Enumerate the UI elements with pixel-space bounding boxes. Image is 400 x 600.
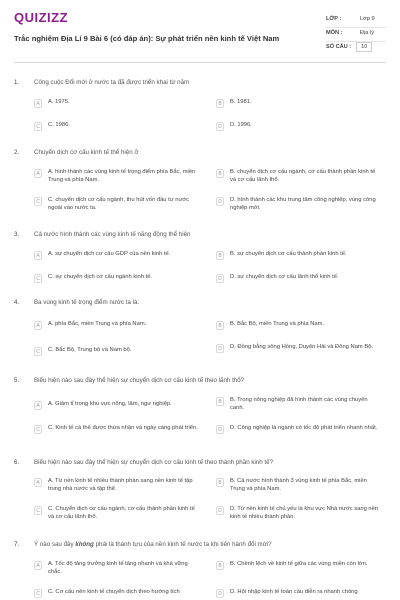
option-letter-badge: C — [34, 274, 42, 283]
option-letter-badge: A — [34, 478, 42, 487]
option-letter-badge: B — [216, 251, 224, 260]
option-text: A. sự chuyển dịch cơ cấu GDP của nền kinh tế. — [48, 251, 171, 257]
option-text: D. Hội nhập kinh tế toàn cầu diễn ra nhanh chóng — [230, 589, 358, 595]
meta-label-lop: LỚP : — [326, 16, 342, 22]
question-text: Chuyển dịch cơ cấu kinh tế thể hiện ở — [34, 149, 139, 156]
option-text: C. 1986. — [48, 122, 70, 128]
header-divider — [14, 62, 386, 63]
option-text: B. sự chuyển dịch cơ cấu thành phần kinh tế. — [230, 251, 347, 257]
question-text: Cả nước hình thành các vùng kinh tế năng động thể hiện — [34, 231, 191, 238]
option-letter-badge: A — [34, 169, 42, 178]
question-text: Công cuộc Đổi mới ở nước ta đã được triển khai từ năm — [34, 79, 190, 86]
meta-row-socau — [326, 41, 386, 55]
option-letter-badge: D — [216, 589, 224, 598]
option-letter-badge: C — [34, 425, 42, 434]
option-text: B. Cả nước hình thành 3 vùng kinh tế phía Bắc, miền Trung và phía Nam. — [230, 478, 367, 492]
option-text: D. 1996. — [230, 122, 252, 128]
worksheet-title: Trắc nghiệm Địa Lí 9 Bài 6 (có đáp án): Sự phát triển nền kinh tế Việt Nam — [14, 34, 280, 43]
option-text: D. Đồng bằng sông Hồng, Duyên Hải và Đông Nam Bộ. — [230, 344, 374, 350]
meta-row-mon — [326, 27, 386, 41]
option-text: C. Kinh tế cá thể được thừa nhận và ngày càng phát triển. — [48, 425, 198, 431]
option-text: B. Chênh lệch về kinh tế giữa các vùng miền còn lớn. — [230, 561, 368, 567]
option-text: A. 1975. — [48, 99, 70, 105]
question-number: 4. — [14, 299, 20, 306]
question-number: 5. — [14, 377, 20, 384]
option-text: A. phía Bắc, miền Trung và phía Nam. — [48, 321, 147, 327]
option-text: C. chuyển dịch cơ cấu ngành, thu hút vốn đầu tư nước ngoài vào nước ta. — [48, 197, 190, 211]
option-text: C. Chuyển dịch cơ cấu ngành, cơ cấu thành phần kinh tế và cơ cấu lãnh thổ. — [48, 506, 195, 520]
question-1 — [0, 79, 400, 130]
question-4 — [0, 299, 400, 355]
option-text: C. Bắc Bộ, Trung bộ và Nam bộ. — [48, 347, 132, 353]
option-text: D. Từ nền kinh tế chủ yếu là khu vực Nhà nước sang nền kinh tế nhiều thành phần. — [230, 506, 379, 520]
question-text — [34, 541, 364, 548]
meta-panel — [326, 14, 386, 55]
option-text: D. Công nghiệp là ngành có tốc độ phát triển nhanh nhất. — [230, 425, 378, 431]
option-letter-badge: A — [34, 321, 42, 330]
question-6 — [0, 459, 400, 520]
option-letter-badge: C — [34, 589, 42, 598]
meta-label-mon: MÔN : — [326, 30, 343, 36]
option-letter-badge: B — [216, 169, 224, 178]
option-letter-badge: A — [34, 99, 42, 108]
option-text: C. Cơ cấu nền kinh tế chuyển dịch theo hướng tích — [48, 589, 180, 595]
worksheet-header — [0, 0, 400, 62]
option-letter-badge: B — [216, 561, 224, 570]
option-letter-badge: B — [216, 321, 224, 330]
option-letter-badge: C — [34, 347, 42, 356]
question-text: Biểu hiện nào sau đây thể hiện sự chuyển dịch cơ cấu kinh tế theo thành phần kinh tế? — [34, 459, 274, 466]
option-letter-badge: C — [34, 122, 42, 131]
question-number: 6. — [14, 459, 20, 466]
quizizz-logo: QUIZIZZ — [14, 10, 69, 25]
question-7 — [0, 541, 400, 597]
option-text: B. chuyển dịch cơ cấu ngành, cơ cấu thành phần kinh tế và cơ cấu lãnh thổ. — [230, 169, 376, 183]
option-text: B. Bắc Bộ, miền Trung và phía Nam. — [230, 321, 325, 327]
option-letter-badge: D — [216, 274, 224, 283]
meta-value-lop: Lớp 9 — [360, 16, 375, 22]
meta-row-lop — [326, 14, 386, 27]
question-text-emphasis: không — [75, 541, 94, 548]
option-letter-badge: D — [216, 425, 224, 434]
option-letter-badge: D — [216, 197, 224, 206]
option-text: B. Trong nông nghiệp đã hình thành các vùng chuyên canh. — [230, 397, 368, 411]
question-5 — [0, 377, 400, 433]
option-text: D. sự chuyển dịch cơ cấu lãnh thổ kinh tế. — [230, 274, 339, 280]
question-3 — [0, 231, 400, 282]
option-text: A. Tốc độ tăng trưởng kinh tế tăng nhanh và khá vững chắc. — [48, 561, 188, 575]
option-text: C. sự chuyển dịch cơ cấu ngành kinh tế. — [48, 274, 153, 280]
option-text: B. 1981. — [230, 99, 252, 105]
question-number: 7. — [14, 541, 20, 548]
question-text: Ba vùng kinh tế trọng điểm nước ta là: — [34, 299, 140, 306]
question-number: 3. — [14, 231, 20, 238]
option-letter-badge: A — [34, 401, 42, 410]
option-letter-badge: A — [34, 251, 42, 260]
option-text: A. Từ nền kinh tế nhiều thành phần sang nền kinh tế tập trung nhà nước và tập thể. — [48, 478, 193, 492]
option-text: A. hình thành các vùng kinh tế trọng điểm phía Bắc, miền Trung và phía Nam. — [48, 169, 196, 183]
option-letter-badge: B — [216, 397, 224, 406]
option-letter-badge: B — [216, 99, 224, 108]
option-letter-badge: C — [34, 506, 42, 515]
option-letter-badge: C — [34, 197, 42, 206]
option-letter-badge: D — [216, 344, 224, 353]
option-text: D. hình thành các khu trung tâm công nghiệp, vùng công nghiệp mới. — [230, 197, 376, 211]
option-letter-badge: A — [34, 561, 42, 570]
meta-value-mon: Địa lý — [360, 30, 374, 36]
question-text-prefix: Ý nào sau đây — [34, 541, 76, 548]
question-number: 1. — [14, 79, 20, 86]
option-letter-badge: D — [216, 506, 224, 515]
meta-value-socau: 10 — [356, 42, 372, 52]
question-text-suffix: phải là thành tựu của nền kinh tế nước ta khi tiến hành đổi mới? — [93, 541, 272, 548]
option-letter-badge: B — [216, 478, 224, 487]
question-number: 2. — [14, 149, 20, 156]
question-text: Biểu hiện nào sau đây thể hiện sự chuyển dịch cơ cấu kinh tế theo lãnh thổ? — [34, 377, 245, 384]
option-letter-badge: D — [216, 122, 224, 131]
meta-label-socau: SỐ CÂU : — [326, 44, 352, 50]
option-text: A. Giảm tỉ trọng khu vực nông, lâm, ngư nghiệp. — [48, 401, 172, 407]
question-2 — [0, 149, 400, 211]
